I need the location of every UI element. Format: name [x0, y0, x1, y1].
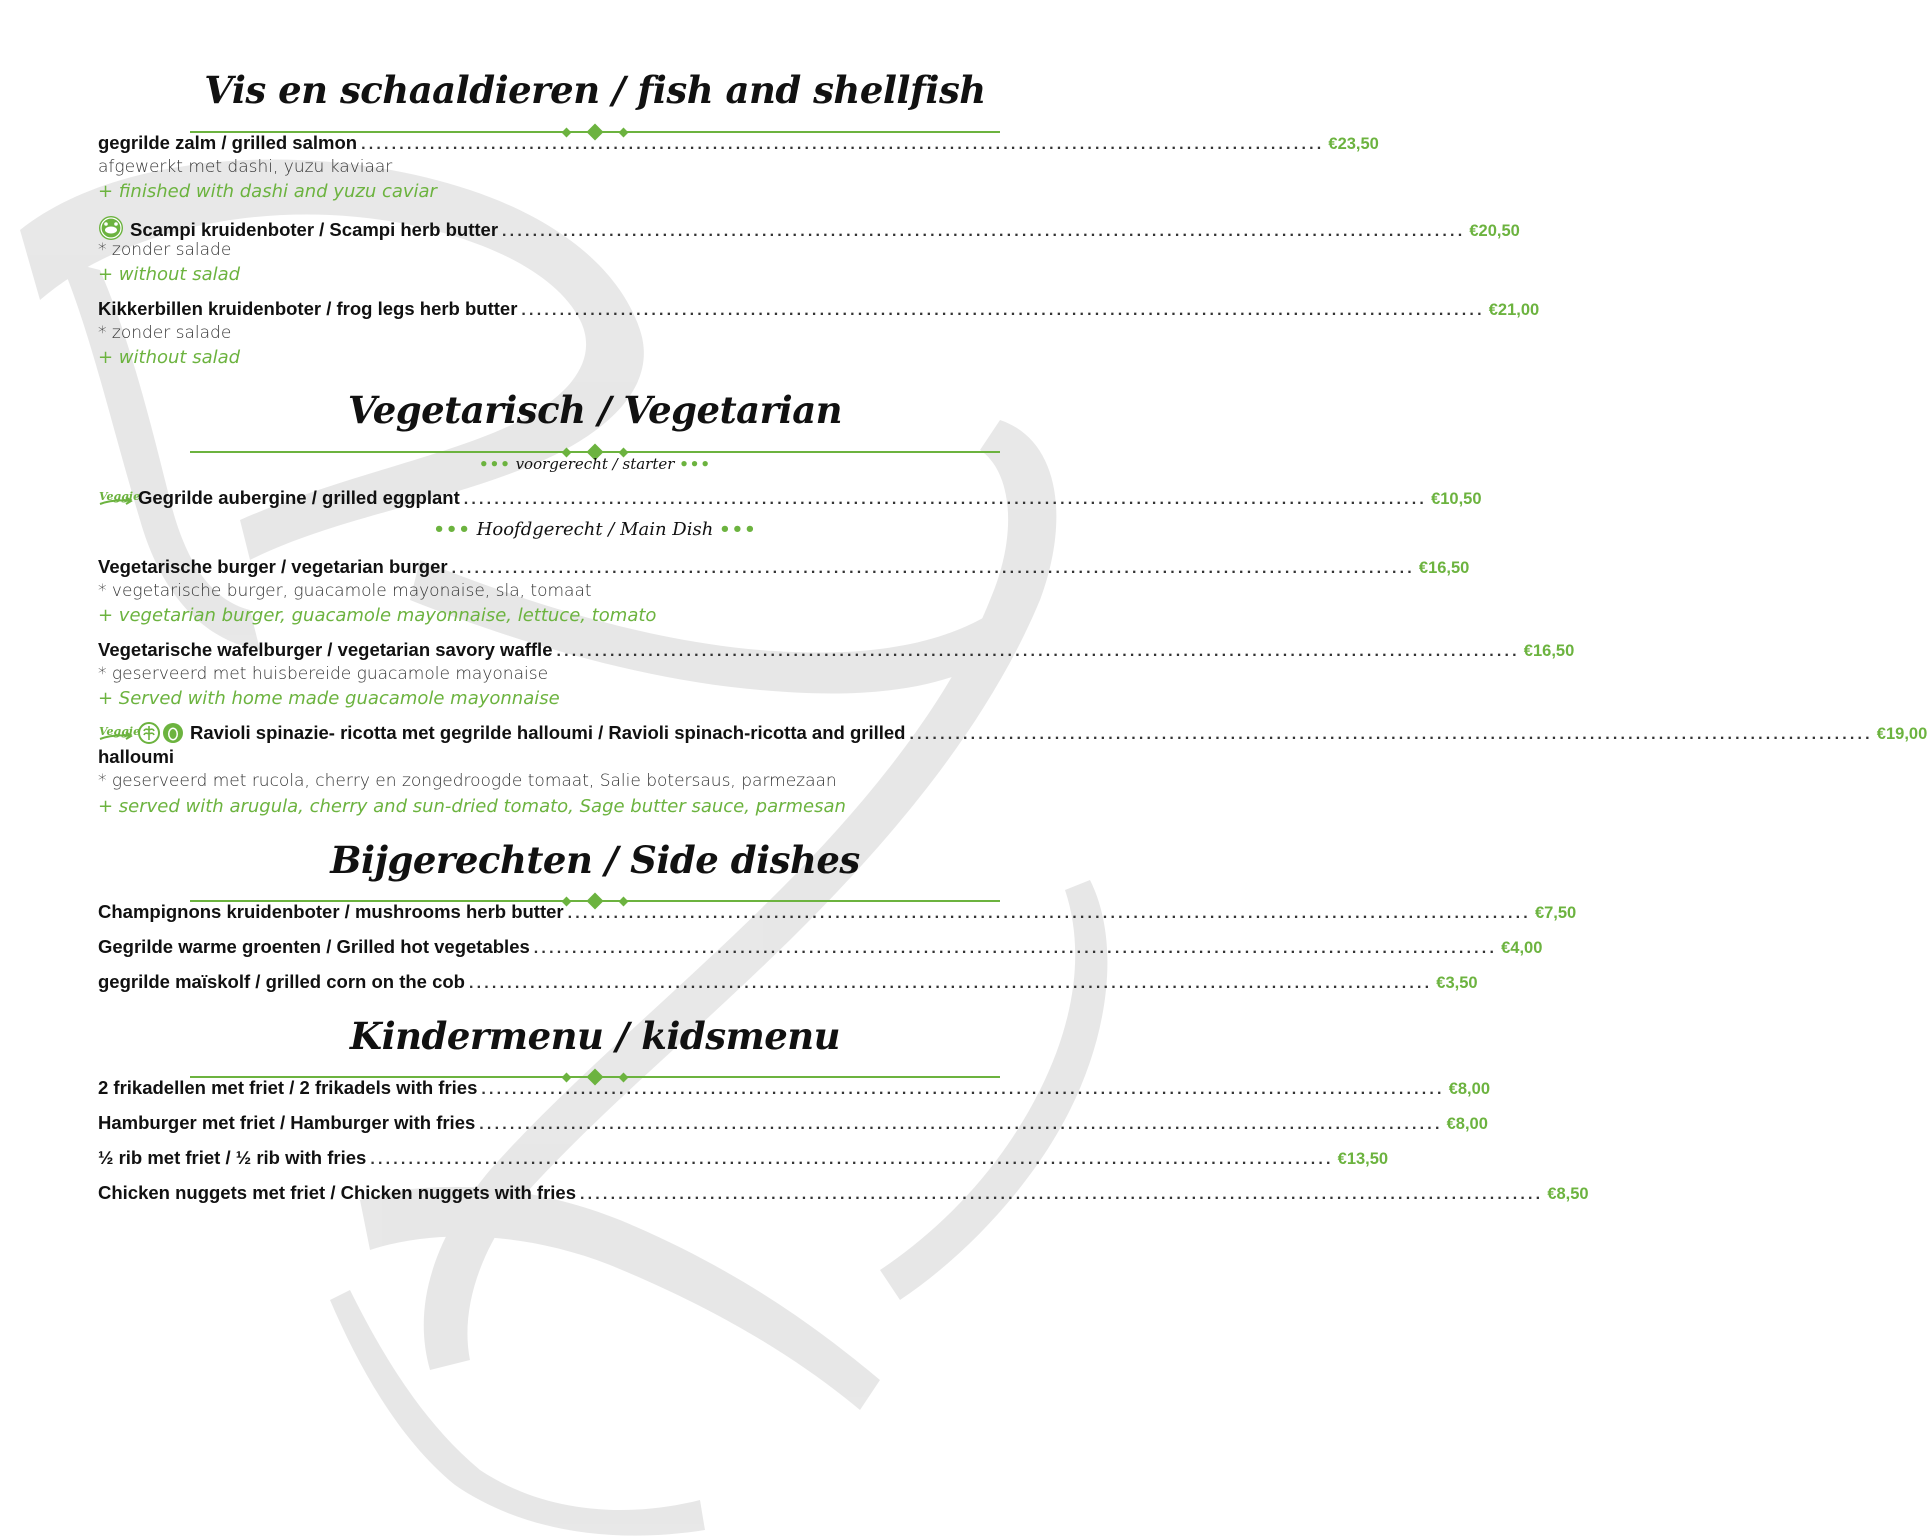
item-desc-nl: * geserveerd met huisbereide guacamole mayonaise [98, 664, 549, 684]
green-dots: ••• [679, 455, 711, 473]
menu-item-veg-burger [98, 556, 1470, 580]
veggie-icon [98, 487, 141, 509]
dot-leader: .............................................................................................................................. [556, 643, 1520, 660]
item-name [98, 722, 905, 744]
item-desc-en: + without salad [98, 264, 241, 285]
green-dots: ••• [433, 519, 471, 540]
menu-item-corn [98, 971, 1478, 995]
item-price: €23,50 [1328, 135, 1379, 153]
dot-leader: .............................................................................................................................. [370, 1151, 1334, 1168]
item-name: Gegrilde warme groenten / Grilled hot vegetables [98, 936, 530, 957]
item-price: €13,50 [1337, 1150, 1389, 1168]
item-name: ½ rib met friet / ½ rib with fries [98, 1147, 367, 1168]
menu-item-half-rib [98, 1147, 1389, 1171]
item-desc-en: + Served with home made guacamole mayonnaise [98, 688, 560, 709]
section-title-vegetarian: Vegetarisch / Vegetarian [347, 388, 843, 432]
menu-item-hamburger [98, 1112, 1488, 1136]
veggie-label: Veggie [99, 490, 141, 503]
dot-leader: .............................................................................................................................. [481, 1081, 1445, 1098]
item-price: €3,50 [1436, 974, 1478, 992]
item-name: Kikkerbillen kruidenboter / frog legs herb butter [98, 298, 518, 319]
sub-heading-text: Hoofdgerecht / Main Dish [476, 519, 714, 540]
item-name-text: Gegrilde aubergine / grilled eggplant [138, 487, 460, 508]
item-price: €20,50 [1469, 222, 1520, 240]
item-price: €8,00 [1448, 1080, 1490, 1098]
item-name-text: Ravioli spinazie- ricotta met gegrilde halloumi / Ravioli spinach-ricotta and grilled [190, 722, 906, 743]
item-desc-en: + finished with dashi and yuzu caviar [98, 181, 437, 202]
item-desc-en: + served with arugula, cherry and sun-dried tomato, Sage butter sauce, parmesan [98, 796, 846, 817]
item-name [98, 487, 460, 509]
item-name: gegrilde zalm / grilled salmon [98, 132, 358, 153]
menu-item-eggplant [98, 487, 1482, 511]
item-name: Champignons kruidenboter / mushrooms herb butter [98, 901, 564, 922]
gluten-icon [138, 722, 160, 744]
item-price: €16,50 [1418, 559, 1470, 577]
item-name: Vegetarische wafelburger / vegetarian savory waffle [98, 639, 553, 660]
menu-item-mushrooms [98, 901, 1577, 925]
dot-leader: .............................................................................................................................. [468, 975, 1433, 992]
item-name: gegrilde maïskolf / grilled corn on the cob [98, 971, 465, 992]
item-price: €4,00 [1501, 939, 1543, 957]
dot-leader: .............................................................................................................................. [479, 1116, 1443, 1133]
shellfish-icon [98, 215, 124, 241]
dot-leader: .............................................................................................................................. [502, 223, 1466, 240]
menu-item-frog-legs [98, 298, 1540, 322]
sub-heading-main [0, 519, 1190, 540]
dot-leader: .............................................................................................................................. [521, 302, 1485, 319]
item-price: €16,50 [1523, 642, 1575, 660]
item-desc-nl: afgewerkt met dashi, yuzu kaviaar [98, 157, 393, 177]
dot-leader: .............................................................................................................................. [567, 905, 1531, 922]
dot-leader: .............................................................................................................................. [463, 491, 1428, 508]
item-name: Hamburger met friet / Hamburger with fries [98, 1112, 476, 1133]
item-name: Vegetarische burger / vegetarian burger [98, 556, 448, 577]
item-name-line2: halloumi [98, 746, 175, 767]
dot-leader: .............................................................................................................................. [580, 1186, 1544, 1203]
item-desc-nl: * vegetarische burger, guacamole mayonaise, sla, tomaat [98, 581, 592, 601]
menu-item-scampi [98, 215, 1520, 240]
menu-item-salmon [98, 132, 1379, 156]
item-desc-nl: * geserveerd met rucola, cherry en zongedroogde tomaat, Salie botersaus, parmezaan [98, 771, 837, 791]
item-desc-nl: * zonder salade [98, 323, 232, 343]
item-name: 2 frikadellen met friet / 2 frikadels with fries [98, 1077, 478, 1098]
item-price: €10,50 [1431, 490, 1482, 508]
menu-item-ravioli [98, 722, 1927, 746]
veggie-label: Veggie [99, 725, 141, 738]
item-desc-en: + vegetarian burger, guacamole mayonnaise, lettuce, tomato [98, 605, 657, 626]
item-name [98, 215, 498, 241]
item-name-text: Scampi kruidenboter / Scampi herb butter [130, 219, 499, 240]
menu-item-veg-waffle [98, 639, 1575, 663]
item-price: €21,00 [1488, 301, 1540, 319]
item-desc-nl: * zonder salade [98, 240, 232, 260]
green-dots: ••• [719, 519, 757, 540]
menu-item-chicken-nuggets [98, 1182, 1589, 1206]
sub-heading-text: voorgerecht / starter [515, 455, 675, 473]
section-title-sides: Bijgerechten / Side dishes [330, 838, 860, 882]
menu-item-hot-vegetables [98, 936, 1543, 960]
item-price: €19,00 [1876, 725, 1927, 743]
veggie-icon [98, 722, 141, 744]
item-price: €8,00 [1446, 1115, 1488, 1133]
section-title-fish: Vis en schaaldieren / fish and shellfish [204, 68, 986, 112]
dot-leader: .............................................................................................................................. [451, 560, 1415, 577]
green-dots: ••• [479, 455, 511, 473]
dot-leader: .............................................................................................................................. [533, 940, 1498, 957]
item-price: €8,50 [1547, 1185, 1589, 1203]
item-desc-en: + without salad [98, 347, 241, 368]
dot-leader: .............................................................................................................................. [361, 136, 1325, 153]
sub-heading-starter [0, 455, 1190, 473]
section-title-kids: Kindermenu / kidsmenu [349, 1014, 841, 1058]
item-price: €7,50 [1534, 904, 1577, 922]
dot-leader: .............................................................................................................................. [909, 726, 1873, 743]
menu-item-frikadellen [98, 1077, 1490, 1101]
item-name: Chicken nuggets met friet / Chicken nuggets with fries [98, 1182, 576, 1203]
egg-icon [162, 722, 184, 744]
